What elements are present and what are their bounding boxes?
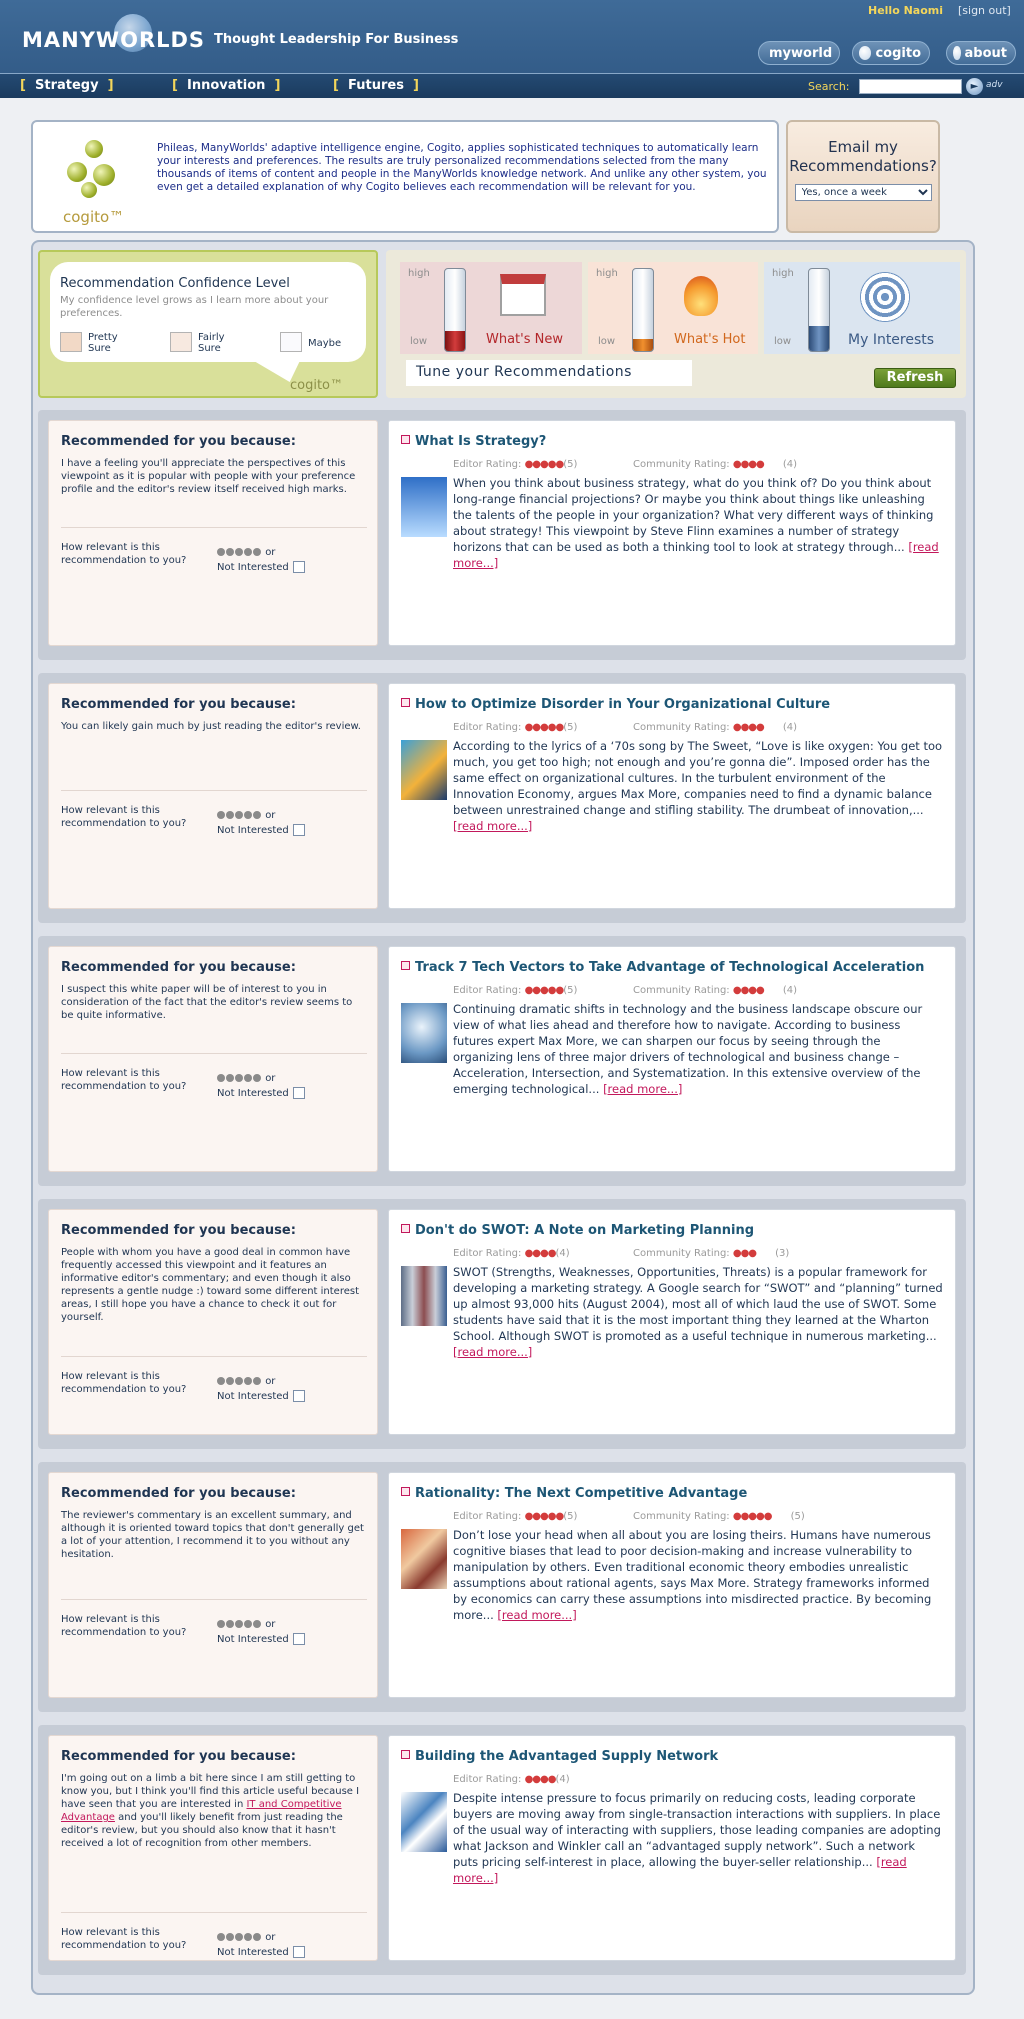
recommendation-row	[38, 673, 966, 923]
recommendation-content	[388, 946, 956, 1172]
recommendation-title-link[interactable]	[401, 960, 924, 975]
relevance-rating[interactable]	[217, 1073, 275, 1084]
recommendation-description	[453, 1790, 943, 1886]
rating-dot[interactable]	[217, 1620, 225, 1628]
recommendation-content	[388, 1472, 956, 1698]
recommendation-row	[38, 410, 966, 660]
reason-text	[61, 720, 367, 733]
myworld-button[interactable]	[758, 41, 840, 65]
rating-dot[interactable]	[226, 1074, 234, 1082]
interest-link[interactable]: IT and Competitive Advantage	[61, 1799, 342, 1823]
recommendation-title[interactable]: How to Optimize Disorder in Your Organizational Culture	[415, 697, 831, 712]
not-interested[interactable]	[217, 1946, 305, 1958]
whats-hot-meter[interactable]	[588, 262, 758, 354]
editor-rating-label: Editor Rating:	[453, 1248, 522, 1259]
maybe-label: Maybe	[308, 338, 342, 349]
reason-text	[61, 983, 367, 1022]
recommendation-reason	[48, 1472, 378, 1698]
nav-item-innovation[interactable]	[172, 78, 280, 93]
rating-dot[interactable]	[244, 811, 252, 819]
divider	[61, 1053, 367, 1054]
confidence-legend	[38, 250, 378, 398]
description-text: Don’t lose your head when all about you are losing theirs. Humans have numerous cognitive biases that lead to poor decision-making and increase vulnerability to manipulation by others. Even traditional economic theory embodies unrealistic assumptions about rational agents, says Max More. Strategy frameworks informed by economics can carry these assumptions into misdirected practice. By becoming more...	[453, 1528, 932, 1622]
read-more-link[interactable]: [read more...]	[453, 540, 939, 570]
recommendation-row	[38, 1462, 966, 1712]
fire-icon	[684, 276, 718, 316]
relevance-question: How relevant is this recommendation to you?	[61, 1371, 187, 1395]
advanced-search-icon[interactable]: adv	[986, 80, 1003, 90]
email-recommendations-panel	[786, 120, 940, 233]
rating-dot[interactable]	[226, 1933, 234, 1941]
editor-rating-label: Editor Rating:	[453, 459, 522, 470]
intro-text: Phileas, ManyWorlds' adaptive intelligence engine, Cogito, applies sophisticated techniques to automatically learn your interests and preferences. The results are truly personalized recommendations selected from the many thousands of items of content and people in the ManyWorlds knowledge network. And unlike any other system, you even get a detailed explanation of why Cogito believes each recommendation will be relevant for you.	[157, 142, 767, 193]
reason-text-part: I have a feeling you'll appreciate the perspectives of this viewpoint as it is popular with people with your preference profile and the editor's review itself received high marks.	[61, 458, 356, 495]
not-interested-label: Not Interested	[217, 1391, 289, 1402]
recommendation-description	[453, 738, 943, 834]
reason-text	[61, 1246, 367, 1324]
community-rating-count: (4)	[782, 459, 798, 470]
community-rating-label: Community Rating:	[633, 722, 730, 733]
community-rating-count: (4)	[782, 985, 798, 996]
not-interested-label: Not Interested	[217, 1088, 289, 1099]
rating-dot[interactable]	[253, 811, 261, 819]
description-text: When you think about business strategy, what do you think of? Do you think about long-range financial projections? Or maybe you think about things like unleashing the talents of the people in your organization? What very different ways of thinking about strategy! This viewpoint by Steve Flinn examines a number of strategy horizons that can be used as both a thinking tool to look at strategy through...	[453, 476, 934, 554]
read-more-link[interactable]: [read more...]	[453, 1855, 907, 1885]
hurdlers-icon[interactable]	[401, 1266, 447, 1326]
rating-dot[interactable]	[253, 1933, 261, 1941]
not-interested[interactable]	[217, 561, 305, 573]
editor-rating-dots: ●●●●●	[524, 985, 564, 996]
reason-text-part: The reviewer's commentary is an excellent summary, and although it is oriented toward topics that don't generally get a lot of your attention, I recommend it to you without any hesitation.	[61, 1510, 364, 1560]
editor-rating-count: (4)	[555, 1774, 570, 1785]
community-rating	[633, 1511, 805, 1522]
site-header	[0, 0, 1024, 98]
editor-rating-label: Editor Rating:	[453, 985, 522, 996]
relevance-question: How relevant is this recommendation to you?	[61, 1068, 187, 1092]
read-more-link[interactable]: [read more...]	[453, 819, 533, 833]
search-label: Search:	[808, 80, 850, 93]
confidence-subtitle: My confidence level grows as I learn more about your preferences.	[60, 295, 329, 319]
rating-dot[interactable]	[253, 1377, 261, 1385]
divider	[61, 527, 367, 528]
tagline: Thought Leadership For Business	[214, 32, 459, 47]
editor-rating-count: (5)	[563, 722, 578, 733]
not-interested-checkbox[interactable]	[293, 561, 305, 573]
community-rating	[633, 1248, 789, 1259]
recommendation-title-link[interactable]	[401, 1223, 754, 1238]
relevance-question: How relevant is this recommendation to you?	[61, 1927, 187, 1951]
or-label: or	[265, 547, 276, 558]
editor-rating-label: Editor Rating:	[453, 1511, 522, 1522]
nav-item-strategy[interactable]	[20, 78, 114, 93]
recommendation-row	[38, 936, 966, 1186]
not-interested[interactable]	[217, 824, 305, 836]
community-rating-dots: ●●●●●	[732, 1511, 772, 1522]
ratings-row	[453, 1248, 790, 1259]
read-more-link[interactable]: [read more...]	[497, 1608, 577, 1622]
editor-rating-label: Editor Rating:	[453, 722, 522, 733]
relevance-rating[interactable]	[217, 1376, 275, 1387]
community-rating-count: (3)	[775, 1248, 790, 1259]
manyworlds-logo[interactable]	[22, 22, 206, 62]
rating-dot[interactable]	[253, 548, 261, 556]
not-interested-label: Not Interested	[217, 562, 289, 573]
ratings-row	[453, 985, 798, 996]
rating-dot[interactable]	[217, 1933, 225, 1941]
recommendation-description	[453, 1001, 943, 1097]
recommendation-description	[453, 1527, 943, 1623]
bracket: [	[172, 78, 178, 93]
bracket: ]	[413, 78, 419, 93]
community-rating	[633, 722, 797, 733]
cogito-label: cogito	[875, 45, 921, 61]
document-icon	[401, 961, 410, 970]
molecule-ball	[93, 164, 115, 186]
cogito-intro-panel	[31, 120, 779, 233]
not-interested-checkbox[interactable]	[293, 1390, 305, 1402]
cogito-icon	[859, 46, 871, 60]
cogito-brand: cogito™	[290, 378, 344, 393]
bracket: ]	[107, 78, 114, 93]
refresh-button[interactable]: Refresh	[874, 368, 956, 388]
pretty-sure-swatch	[60, 332, 82, 352]
rating-dot[interactable]	[235, 1377, 243, 1385]
recommendation-row	[38, 1199, 966, 1449]
recommendation-reason	[48, 946, 378, 1172]
recommendation-content	[388, 1735, 956, 1961]
tune-title: Tune your Recommendations	[406, 360, 692, 386]
bracket: ]	[274, 78, 281, 93]
not-interested-label: Not Interested	[217, 1947, 289, 1958]
description-text: SWOT (Strengths, Weaknesses, Opportunities, Threats) is a popular framework for developing a marketing strategy. A Google search for “SWOT” and “planning” turned up almost 93,000 hits (August 2004), most all of which laud the use of SWOT. Some students have said that it is the most important thing they learned at the Wharton School. Although SWOT is promoted as a useful technique in numerous marketing...	[453, 1265, 943, 1343]
not-interested-checkbox[interactable]	[293, 1087, 305, 1099]
relevance-rating[interactable]	[217, 1619, 275, 1630]
confidence-title: Recommendation Confidence Level	[60, 276, 290, 291]
rating-dot[interactable]	[217, 1074, 225, 1082]
rating-dot[interactable]	[217, 1377, 225, 1385]
tune-panel	[386, 250, 966, 398]
divider	[61, 1356, 367, 1357]
sky-icon[interactable]	[401, 477, 447, 537]
relevance-question: How relevant is this recommendation to you?	[61, 805, 187, 829]
about-label: about	[964, 45, 1007, 61]
rating-dot[interactable]	[226, 1620, 234, 1628]
recommendation-title-link[interactable]	[401, 1749, 718, 1764]
about-button[interactable]	[946, 41, 1016, 65]
editor-rating-count: (5)	[563, 1511, 578, 1522]
target-icon	[860, 272, 910, 322]
email-title: Email my Recommendations?	[789, 138, 937, 175]
reason-text-part: People with whom you have a good deal in common have frequently accessed this viewpoint and it features an informative editor's commentary; and even though it also represents a gentle nudge :) toward some different interest areas, I still hope you have a chance to check it out for yourself.	[61, 1247, 359, 1323]
calendar-icon	[500, 274, 546, 316]
recommendation-title[interactable]: Track 7 Tech Vectors to Take Advantage of Technological Acceleration	[415, 960, 925, 975]
recommendation-reason	[48, 1735, 378, 1961]
windsurfer-icon[interactable]	[401, 740, 447, 800]
about-icon	[953, 46, 961, 60]
community-rating	[633, 459, 797, 470]
meter-slider[interactable]	[444, 268, 466, 352]
ratings-row	[453, 1774, 570, 1785]
or-label: or	[265, 1376, 276, 1387]
high-label: high	[596, 268, 618, 279]
divider	[61, 1912, 367, 1913]
recommendation-reason	[48, 683, 378, 909]
cyclists-icon[interactable]	[401, 1792, 447, 1852]
community-rating-label: Community Rating:	[633, 985, 730, 996]
cogito-button[interactable]	[852, 41, 930, 65]
reason-text-part: and you'll likely benefit from just reading the editor's review, but you should also know that it hasn't received a lot of recognition from other members.	[61, 1812, 343, 1849]
globe-icon[interactable]	[401, 1003, 447, 1063]
relevance-rating[interactable]	[217, 547, 275, 558]
reason-text-part: I suspect this white paper will be of interest to you in consideration of the fact that the editor's review seems to be quite informative.	[61, 984, 353, 1021]
bracket: [	[20, 78, 26, 93]
rating-dot[interactable]	[235, 1620, 243, 1628]
or-label: or	[265, 1073, 276, 1084]
rating-dot[interactable]	[244, 1933, 252, 1941]
reason-title: Recommended for you because:	[61, 1486, 296, 1501]
molecule-ball	[85, 140, 103, 158]
document-icon	[401, 1224, 410, 1233]
meter-slider[interactable]	[632, 268, 654, 352]
recommendation-title-link[interactable]	[401, 434, 546, 449]
cogito-wordmark: cogito™	[63, 208, 125, 226]
sign-out-link[interactable]: [sign out]	[958, 4, 1011, 17]
reason-title: Recommended for you because:	[61, 1223, 296, 1238]
rating-dot[interactable]	[253, 1620, 261, 1628]
email-frequency-select[interactable]	[795, 184, 932, 201]
rating-dot[interactable]	[235, 1074, 243, 1082]
nav-label: Strategy	[35, 78, 99, 93]
not-interested[interactable]	[217, 1633, 305, 1645]
rating-dot[interactable]	[244, 1620, 252, 1628]
read-more-link[interactable]: [read more...]	[453, 1345, 533, 1359]
editor-rating-dots: ●●●●●	[524, 459, 564, 470]
recommendation-reason	[48, 1209, 378, 1435]
reason-title: Recommended for you because:	[61, 1749, 296, 1764]
editor-rating-dots: ●●●●●	[524, 722, 564, 733]
community-rating-count: (4)	[782, 722, 798, 733]
not-interested-label: Not Interested	[217, 1634, 289, 1645]
my-interests-meter[interactable]	[764, 262, 960, 354]
reason-title: Recommended for you because:	[61, 960, 296, 975]
low-label: low	[410, 336, 428, 347]
rating-dot[interactable]	[226, 811, 234, 819]
rating-dot[interactable]	[244, 548, 252, 556]
rating-dot[interactable]	[217, 811, 225, 819]
editor-rating-label: Editor Rating:	[453, 1774, 522, 1785]
ratings-row	[453, 459, 798, 470]
document-icon	[401, 1750, 410, 1759]
community-rating-dots: ●●●●	[732, 459, 764, 470]
recommendation-content	[388, 683, 956, 909]
rating-dot[interactable]	[226, 1377, 234, 1385]
rating-dot[interactable]	[217, 548, 225, 556]
rating-dot[interactable]	[226, 548, 234, 556]
or-label: or	[265, 1932, 276, 1943]
document-icon	[401, 698, 410, 707]
recommendation-description	[453, 1264, 943, 1360]
search-input[interactable]	[859, 79, 962, 94]
collage-icon[interactable]	[401, 1529, 447, 1589]
meter-slider[interactable]	[808, 268, 830, 352]
relevance-question: How relevant is this recommendation to you?	[61, 542, 187, 566]
community-rating-dots: ●●●●	[732, 985, 764, 996]
document-icon	[401, 435, 410, 444]
reason-title: Recommended for you because:	[61, 697, 296, 712]
meter-fill	[809, 326, 829, 351]
reason-text-part: I'm going out on a limb a bit here since I am still getting to know you, but I think you'll find this article useful because I have seen that you are interested in	[61, 1773, 360, 1810]
community-rating-dots: ●●●●	[732, 722, 764, 733]
high-label: high	[772, 268, 794, 279]
recommendation-description	[453, 475, 943, 571]
community-rating-label: Community Rating:	[633, 459, 730, 470]
recommendation-content	[388, 1209, 956, 1435]
bracket: [	[333, 78, 339, 93]
reason-text	[61, 457, 367, 496]
myworld-label: myworld	[769, 45, 833, 61]
not-interested[interactable]	[217, 1390, 305, 1402]
recommendation-title[interactable]: What Is Strategy?	[415, 434, 547, 449]
meter-fill	[633, 339, 653, 351]
description-text: According to the lyrics of a ‘70s song by The Sweet, “Love is like oxygen: You get too much, you get too high; not enough and you’re gonna die”. Imposed order has the same effect on organizational cultures. In the turbulent environment of the Innovation Economy, argues Max More, companies need to find a dynamic balance between unrestrained change and stifling stability. The drumbeat of innovation,...	[453, 739, 943, 817]
divider	[61, 1599, 367, 1600]
relevance-rating[interactable]	[217, 810, 275, 821]
recommendation-content	[388, 420, 956, 646]
rating-dot[interactable]	[253, 1074, 261, 1082]
not-interested[interactable]	[217, 1087, 305, 1099]
whats-new-label: What's New	[486, 332, 563, 347]
reason-text	[61, 1509, 367, 1561]
whats-new-meter[interactable]	[400, 262, 582, 354]
nav-label: Innovation	[187, 78, 266, 93]
recommendation-title[interactable]: Rationality: The Next Competitive Advantage	[415, 1486, 748, 1501]
editor-rating-count: (5)	[563, 459, 578, 470]
editor-rating-dots: ●●●●	[524, 1774, 556, 1785]
pretty-sure-label: Pretty Sure	[88, 332, 118, 354]
maybe-swatch	[280, 332, 302, 352]
community-rating-count: (5)	[790, 1511, 805, 1522]
rating-dot[interactable]	[235, 548, 243, 556]
relevance-question: How relevant is this recommendation to you?	[61, 1614, 187, 1638]
community-rating	[633, 985, 797, 996]
low-label: low	[774, 336, 792, 347]
not-interested-checkbox[interactable]	[293, 1946, 305, 1958]
community-rating-dots: ●●●	[732, 1248, 757, 1259]
editor-rating-dots: ●●●●	[524, 1248, 556, 1259]
or-label: or	[265, 1619, 276, 1630]
editor-rating-dots: ●●●●●	[524, 1511, 564, 1522]
read-more-link[interactable]: [read more...]	[603, 1082, 683, 1096]
meter-fill	[445, 331, 465, 352]
not-interested-label: Not Interested	[217, 825, 289, 836]
document-icon	[401, 1487, 410, 1496]
not-interested-checkbox[interactable]	[293, 1633, 305, 1645]
rating-dot[interactable]	[235, 811, 243, 819]
fairly-sure-swatch	[170, 332, 192, 352]
community-rating-label: Community Rating:	[633, 1248, 730, 1259]
nav-label: Futures	[348, 78, 404, 93]
relevance-rating[interactable]	[217, 1932, 275, 1943]
rating-dot[interactable]	[244, 1377, 252, 1385]
ratings-row	[453, 722, 798, 733]
my-interests-label: My Interests	[848, 332, 935, 348]
or-label: or	[265, 810, 276, 821]
fairly-sure-label: Fairly Sure	[198, 332, 225, 354]
recommendation-title-link[interactable]	[401, 697, 830, 712]
reason-title: Recommended for you because:	[61, 434, 296, 449]
molecule-ball	[81, 182, 97, 198]
not-interested-checkbox[interactable]	[293, 824, 305, 836]
brand-name: MANYWORLDS	[22, 28, 206, 52]
high-label: high	[408, 268, 430, 279]
rating-dot[interactable]	[244, 1074, 252, 1082]
molecule-ball	[67, 162, 87, 182]
recommendation-title[interactable]: Building the Advantaged Supply Network	[415, 1749, 719, 1764]
low-label: low	[598, 336, 616, 347]
community-rating-label: Community Rating:	[633, 1511, 730, 1522]
nav-bar	[0, 73, 1024, 98]
description-text: Continuing dramatic shifts in technology and the business landscape obscure our view of what lies ahead and therefore how to navigate. According to business futures expert Max More, we can sharpen our focus by seeing through the organizing lens of three major drivers of technological and business change – Acceleration, Intersection, and Systematization. In this extensive overview of the emerging technological...	[453, 1002, 923, 1096]
greeting: Hello Naomi	[868, 4, 944, 17]
whats-hot-label: What's Hot	[674, 332, 746, 347]
recommendation-row	[38, 1725, 966, 1975]
rating-dot[interactable]	[235, 1933, 243, 1941]
recommendation-reason	[48, 420, 378, 646]
reason-text-part: You can likely gain much by just reading the editor's review.	[61, 721, 361, 732]
description-text: Despite intense pressure to focus primarily on reducing costs, leading corporate buyers are moving away from single-transaction interactions with suppliers. In place of the usual way of interacting with suppliers, those leading companies are adopting what Jackson and Winkler call an “advantaged supply network”. Such a network puts pricing self-interest in place, allowing the buyer-seller relationship...	[453, 1791, 941, 1869]
editor-rating-count: (4)	[555, 1248, 570, 1259]
ratings-row	[453, 1511, 805, 1522]
recommendation-title-link[interactable]	[401, 1486, 747, 1501]
cogito-logo-icon	[63, 134, 133, 214]
recommendation-title[interactable]: Don't do SWOT: A Note on Marketing Planning	[415, 1223, 755, 1238]
search-go-icon[interactable]: ►	[966, 78, 983, 95]
nav-item-futures[interactable]	[333, 78, 419, 93]
divider	[61, 790, 367, 791]
editor-rating-count: (5)	[563, 985, 578, 996]
reason-text	[61, 1772, 367, 1850]
